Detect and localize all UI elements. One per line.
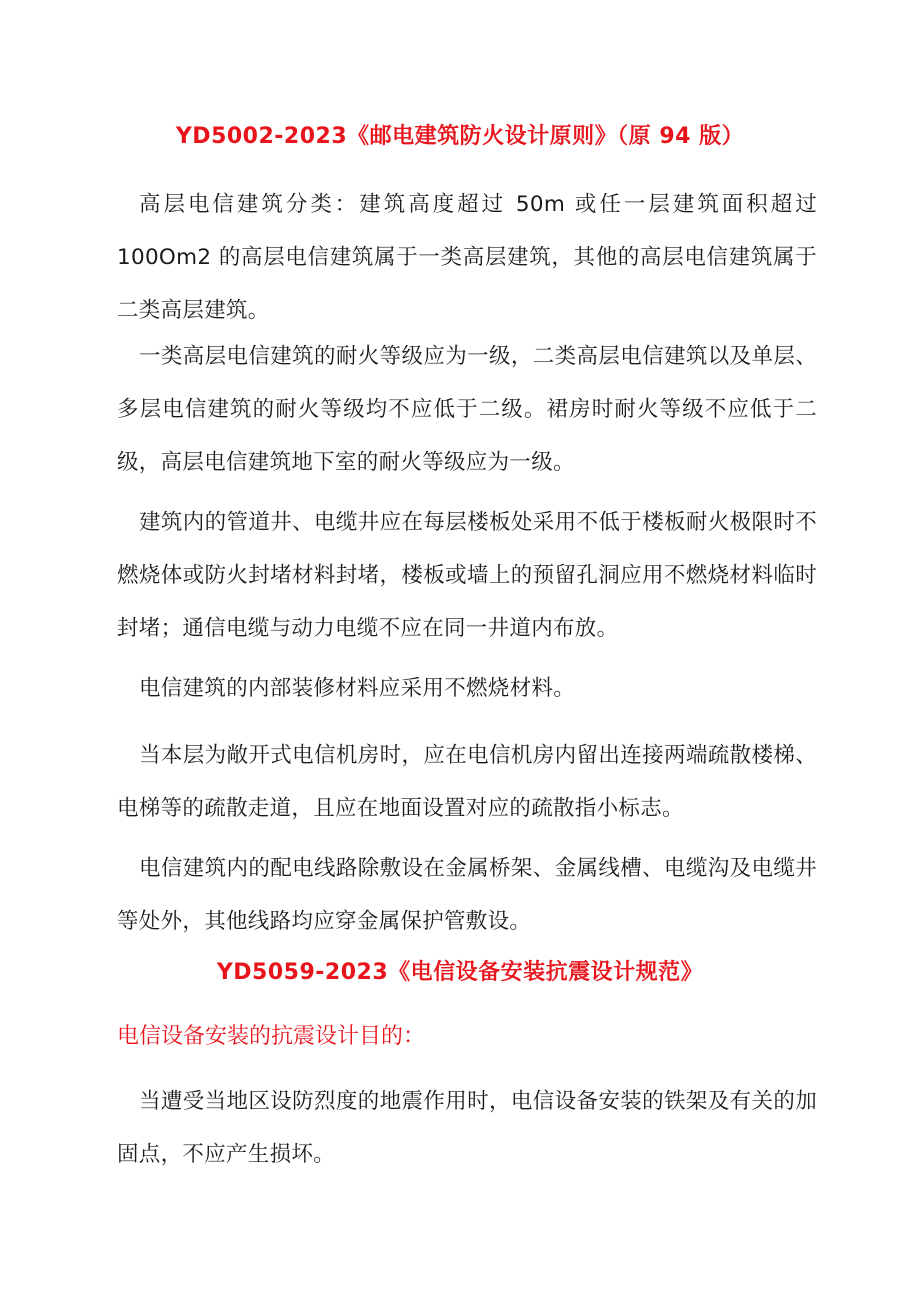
paragraph-fire-resistance-level: 一类高层电信建筑的耐火等级应为一级，二类高层电信建筑以及单层、多层电信建筑的耐火等级均不应低于二级。裙房时耐火等级不应低于二级，高层电信建筑地下室的耐火等级应为一级。: [117, 344, 817, 475]
paragraph-decoration-materials: 电信建筑的内部装修材料应采用不燃烧材料。: [139, 676, 576, 701]
section-2-sub-heading: 电信设备安装的抗震设计目的：: [117, 1024, 426, 1049]
section-2-heading: YD5059-2023《电信设备安装抗震设计规范》: [216, 960, 704, 985]
section-1-heading: YD5002-2023《邮电建筑防火设计原则》（原 94 版）: [175, 124, 745, 149]
paragraph-building-classification: 高层电信建筑分类：建筑高度超过 50m 或任一层建筑面积超过 100Om2 的高层电信建筑属于一类高层建筑，其他的高层电信建筑属于二类高层建筑。: [117, 192, 817, 323]
paragraph-seismic-design-goal: 当遭受当地区设防烈度的地震作用时，电信设备安装的铁架及有关的加固点，不应产生损坏。: [117, 1089, 817, 1167]
paragraph-evacuation-passage: 当本层为敞开式电信机房时，应在电信机房内留出连接两端疏散楼梯、电梯等的疏散走道，且应在地面设置对应的疏散指小标志。: [117, 743, 817, 821]
paragraph-power-wiring: 电信建筑内的配电线路除敷设在金属桥架、金属线槽、电缆沟及电缆井等处外，其他线路均应穿金属保护管敷设。: [117, 856, 817, 934]
paragraph-shaft-sealing: 建筑内的管道井、电缆井应在每层楼板处采用不低于楼板耐火极限时不燃烧体或防火封堵材料封堵，楼板或墙上的预留孔洞应用不燃烧材料临时封堵；通信电缆与动力电缆不应在同一井道内布放。: [117, 510, 817, 641]
